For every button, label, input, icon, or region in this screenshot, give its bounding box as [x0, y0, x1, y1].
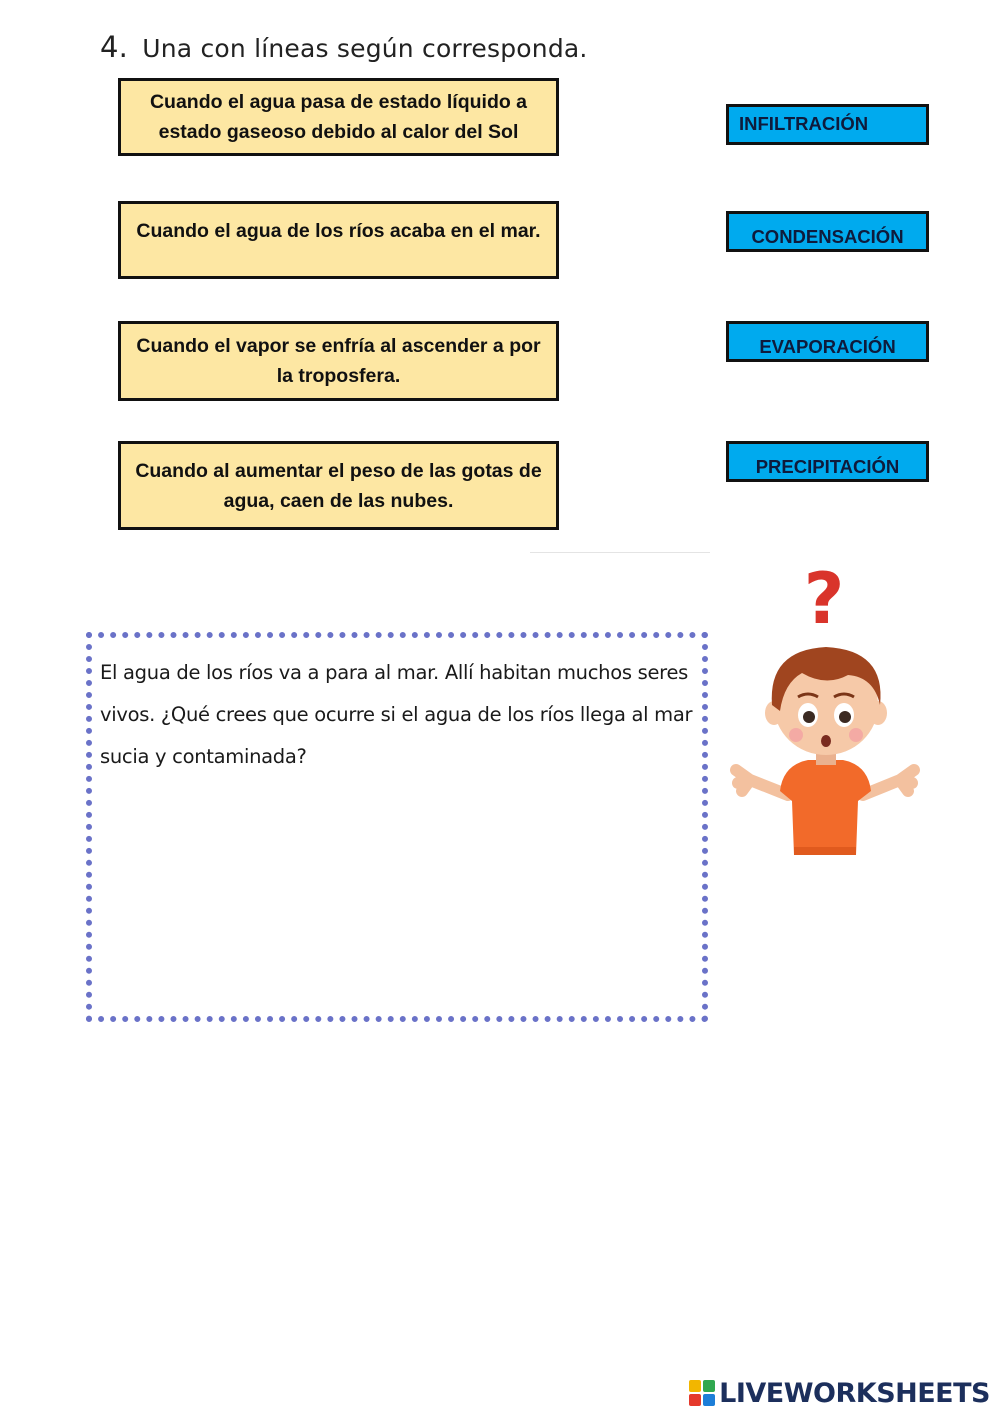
left-arm [736, 770, 788, 795]
shirt-hem [794, 847, 856, 855]
thinking-boy-illustration [728, 555, 923, 865]
definition-text: Cuando el agua pasa de estado líquido a estado gaseoso debido al calor del Sol [149, 91, 528, 143]
term-box-infiltracion[interactable] [726, 104, 929, 145]
divider-line [530, 552, 710, 553]
term-label: EVAPORACIÓN [759, 336, 896, 357]
exercise-heading [100, 30, 588, 64]
right-ear [869, 701, 887, 725]
liveworksheets-brand [689, 1375, 990, 1411]
term-box-condensacion[interactable] [726, 211, 929, 252]
term-label: INFILTRACIÓN [739, 113, 869, 134]
reflection-question: El agua de los ríos va a para al mar. Allí habitan muchos seres vivos. ¿Qué crees que ocurre si el agua de los ríos llega al mar sucia y contaminada? [100, 661, 693, 768]
term-box-precipitacion[interactable] [726, 441, 929, 482]
definition-box-evaporation[interactable] [118, 78, 559, 156]
term-label: PRECIPITACIÓN [755, 456, 900, 477]
term-label: CONDENSACIÓN [751, 226, 904, 247]
definition-box-precipitation[interactable] [118, 441, 559, 530]
definition-text: Cuando el vapor se enfría al ascender a por la troposfera. [136, 335, 541, 387]
mouth [821, 735, 831, 747]
definition-box-condensation[interactable] [118, 321, 559, 401]
definition-text: Cuando al aumentar el peso de las gotas de agua, caen de las nubes. [135, 460, 542, 512]
brand-logo-icon [689, 1380, 715, 1406]
exercise-number: 4. [100, 30, 129, 64]
definition-box-rivers[interactable] [118, 201, 559, 279]
exercise-instruction: Una con líneas según corresponda. [142, 34, 588, 63]
shirt [780, 760, 871, 855]
term-box-evaporacion[interactable] [726, 321, 929, 362]
definition-text: Cuando el agua de los ríos acaba en el mar. [136, 220, 541, 242]
brand-name: LIVEWORKSHEETS [719, 1377, 990, 1409]
question-mark-icon: ? [803, 558, 845, 640]
